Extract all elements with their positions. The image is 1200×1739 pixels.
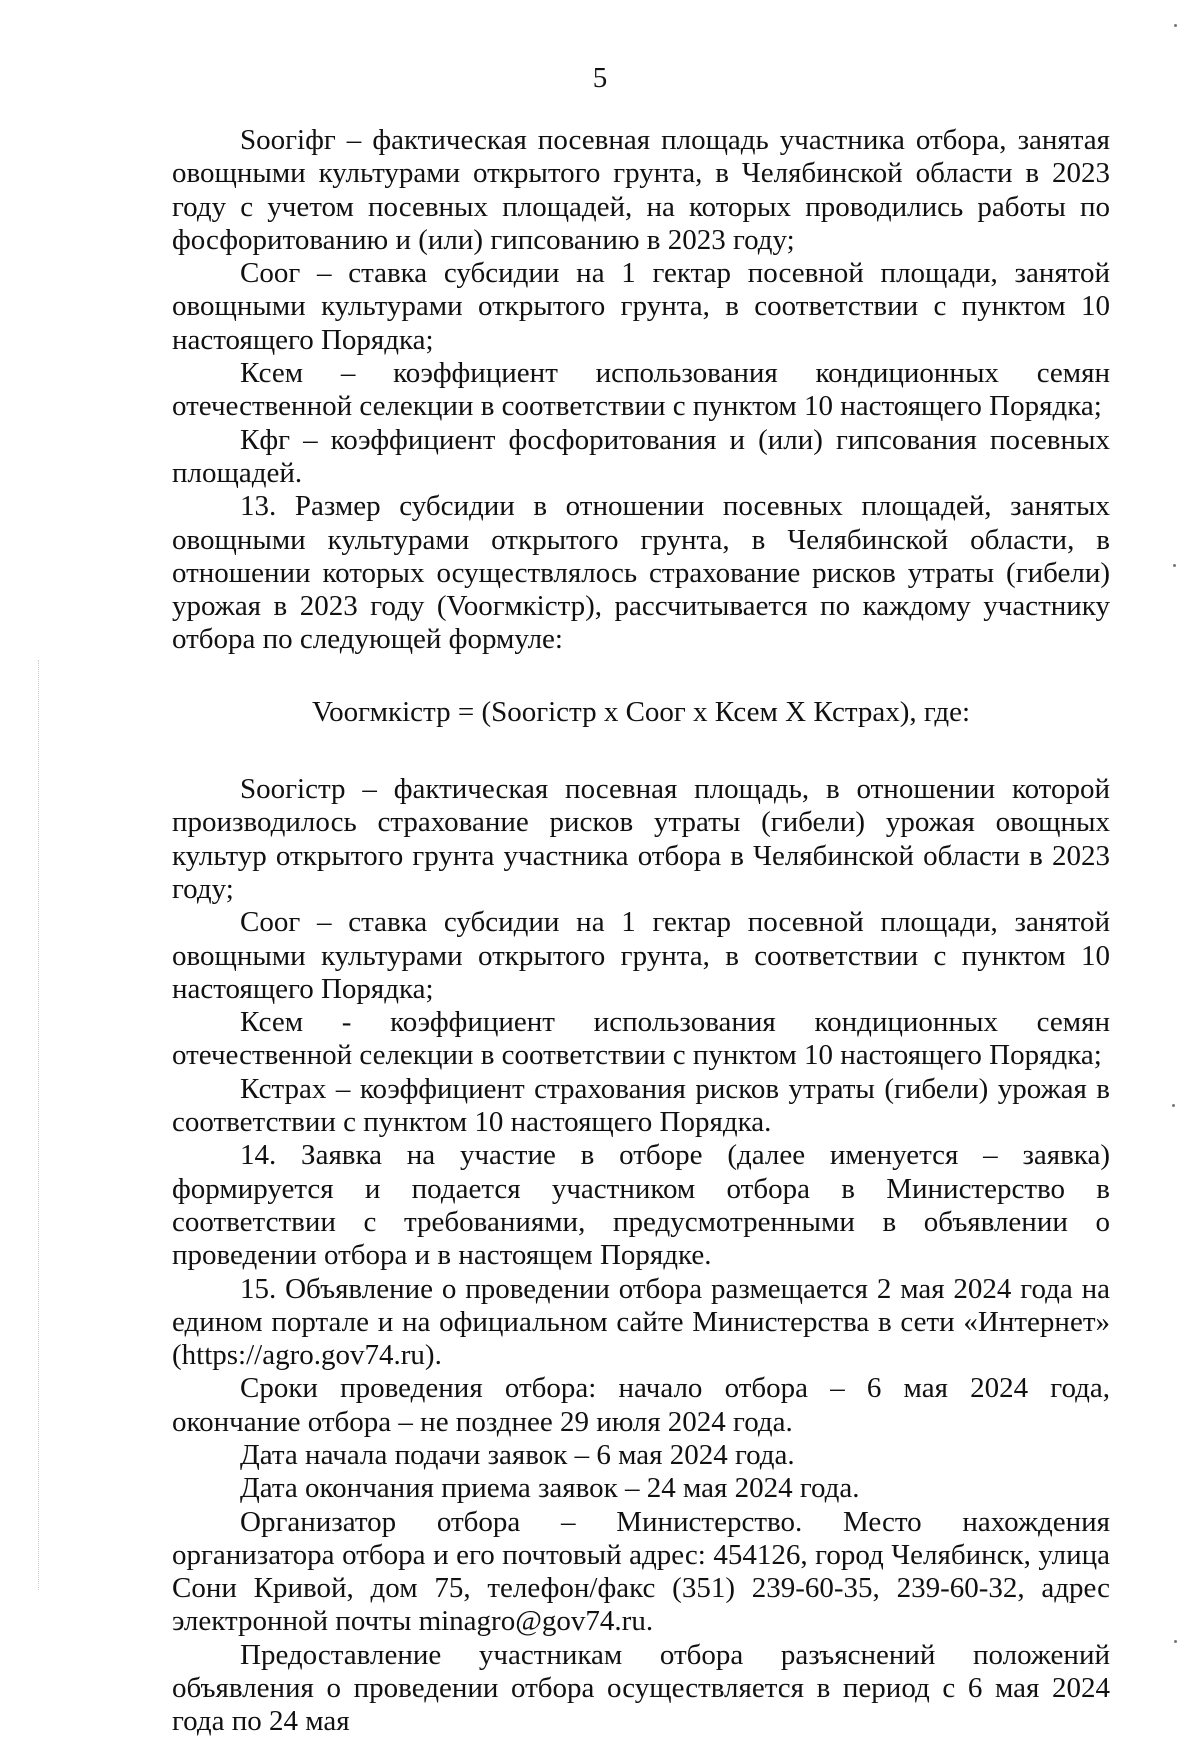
- formula-line: Vooгмкiстр = (Sooгiстр х Cooг х Ксем Х Кстрах), где:: [311, 695, 971, 728]
- page-number: 5: [592, 62, 608, 94]
- scan-dot-right-2: [1172, 1104, 1175, 1107]
- document-body: [172, 124, 1110, 1739]
- paragraph-soogistr-definition: Sooгiстр – фактическая посевная площадь, в отношении которой производилось страхование рисков утраты (гибели) урожая овощных культур открытого грунта участника отбора в Челябинской области в 2023 году;: [172, 773, 1110, 905]
- paragraph-coog-definition-2: Cooг – ставка субсидии на 1 гектар посевной площади, занятой овощными культурами открытого грунта, в соответствии с пунктом 10 настоящего Порядка;: [172, 906, 1110, 1005]
- paragraph-sooifg-definition: Sooгiфг – фактическая посевная площадь участника отбора, занятая овощными культурами открытого грунта, в Челябинской области в 2023 году с учетом посевных площадей, на которых проводились работы по фосфоритованию и (или) гипсованию в 2023 году;: [172, 124, 1110, 256]
- paragraph-ksem-definition: Ксем – коэффициент использования кондиционных семян отечественной селекции в соответствии с пунктом 10 настоящего Порядка;: [172, 357, 1110, 423]
- paragraph-organizer: Организатор отбора – Министерство. Место нахождения организатора отбора и его почтовый адрес: 454126, город Челябинск, улица Сони Кривой, дом 75, телефон/факс (351) 239-60-35, 239-60-32, адрес электронной почты minagro@gov74.ru.: [172, 1505, 1110, 1638]
- paragraph-kstrakh-definition: Кстрах – коэффициент страхования рисков утраты (гибели) урожая в соответствии с пунктом 10 настоящего Порядка.: [172, 1072, 1110, 1139]
- paragraph-item-13: 13. Размер субсидии в отношении посевных площадей, занятых овощными культурами открытого грунта, в Челябинской области, в отношении которых осуществлялось страхование рисков утраты (гибели) урожая в 2023 году (Vooгмкiстр), рассчитывается по каждому участнику отбора по следующей формуле:: [172, 490, 1110, 656]
- paragraph-application-start: Дата начала подачи заявок – 6 мая 2024 года.: [240, 1438, 795, 1471]
- paragraph-selection-dates: Сроки проведения отбора: начало отбора – 6 мая 2024 года, окончание отбора – не позднее 29 июля 2024 года.: [172, 1372, 1110, 1438]
- paragraph-clarifications: Предоставление участникам отбора разъяснений положений объявления о проведении отбора осуществляется в период с 6 мая 2024 года по 24 мая: [172, 1638, 1110, 1738]
- scan-edge-line: [38, 660, 39, 1590]
- paragraph-item-14: 14. Заявка на участие в отборе (далее именуется – заявка) формируется и подается участником отбора в Министерство в соответствии с требованиями, предусмотренными в объявлении о проведении отбора и в настоящем Порядке.: [172, 1139, 1110, 1272]
- paragraph-application-end: Дата окончания приема заявок – 24 мая 2024 года.: [240, 1472, 860, 1505]
- scan-dot-right-3: [1174, 1640, 1177, 1643]
- paragraph-item-15: 15. Объявление о проведении отбора размещается 2 мая 2024 года на едином портале и на официальном сайте Министерства в сети «Интернет» (https://agro.gov74.ru).: [172, 1272, 1110, 1372]
- paragraph-ksem-definition-2: Ксем - коэффициент использования кондиционных семян отечественной селекции в соответствии с пунктом 10 настоящего Порядка;: [172, 1006, 1110, 1072]
- paragraph-kfg-definition: Кфг – коэффициент фосфоритования и (или) гипсования посевных площадей.: [172, 423, 1110, 489]
- paragraph-coog-definition: Cooг – ставка субсидии на 1 гектар посевной площади, занятой овощными культурами открытого грунта, в соответствии с пунктом 10 настоящего Порядка;: [172, 257, 1110, 356]
- scan-dot-top-right: [1174, 24, 1177, 27]
- scan-dot-right-1: [1173, 564, 1176, 567]
